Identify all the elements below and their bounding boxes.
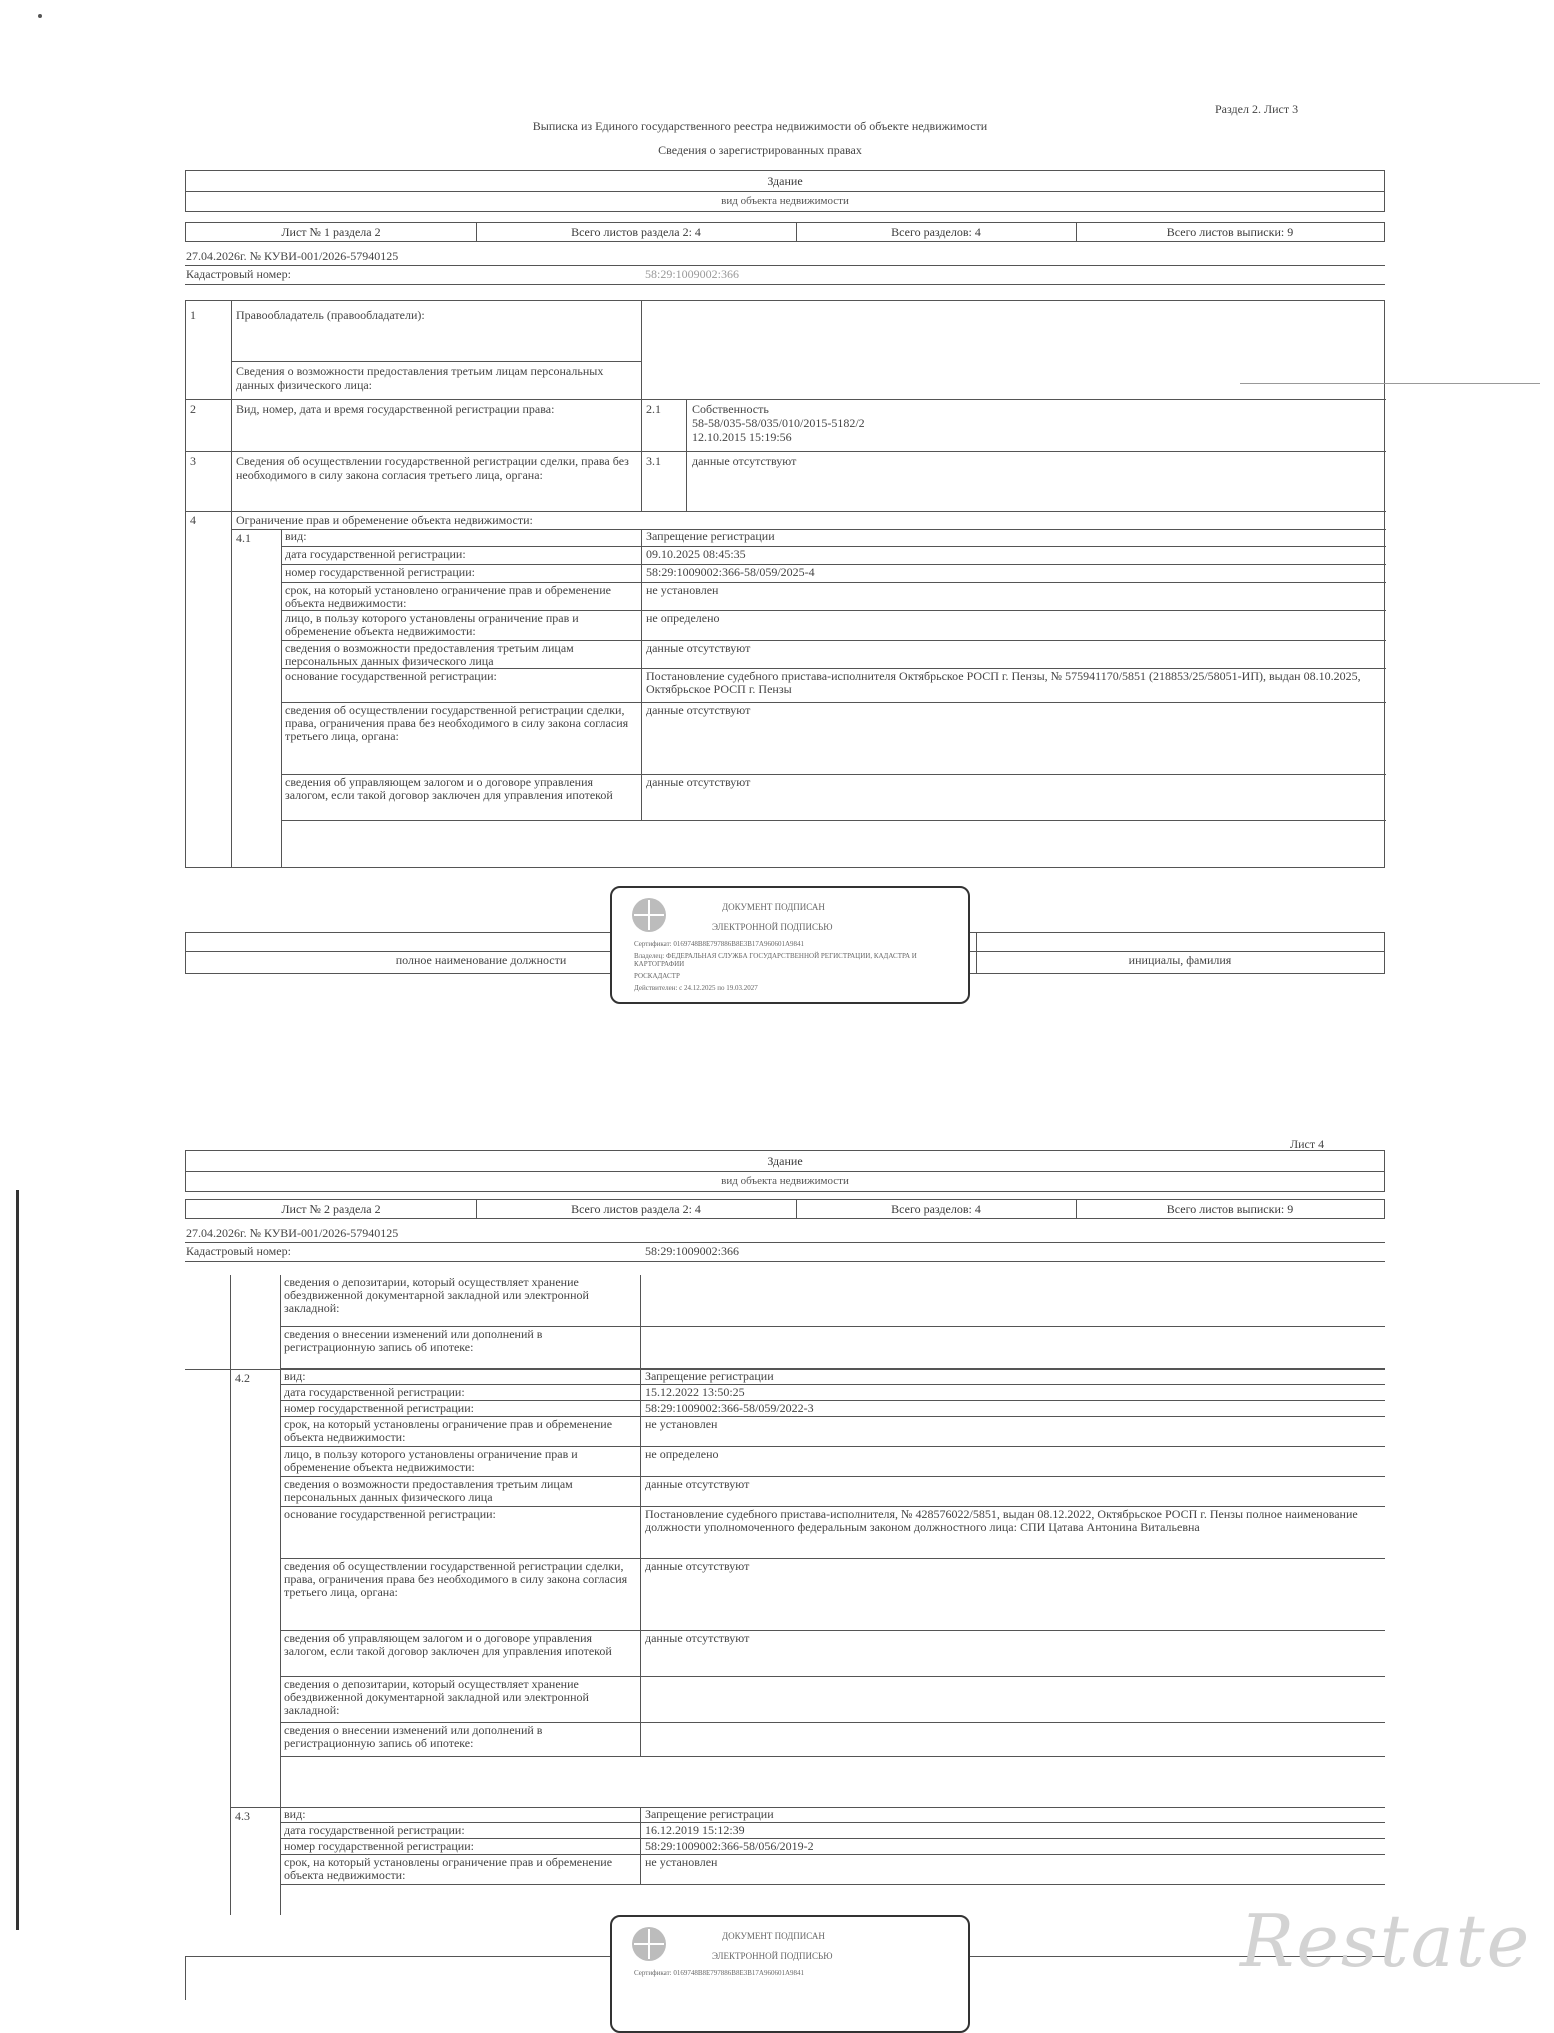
scan-edge [16,1190,19,1930]
field-value: данные отсутствуют [645,1477,750,1491]
sheets-total: Всего листов выписки: 9 [1166,225,1294,239]
divider [186,451,1386,452]
stamp-line1: ДОКУМЕНТ ПОДПИСАН [722,902,825,912]
right-number: 58-58/035-58/035/010/2015-5182/2 [692,416,865,430]
row-number: 2 [190,402,196,416]
divider [640,1275,641,1327]
field-value: данные отсутствуют [645,1631,750,1645]
table-row [280,1807,1385,1823]
divider [640,1559,641,1631]
right-kind: Собственность [692,402,769,416]
rights-table [185,300,1385,868]
table-row [280,1839,1385,1855]
field-label: дата государственной регистрации: [284,1823,465,1837]
table-row [280,1677,1385,1723]
field-value: не определено [645,1447,719,1461]
e-signature-stamp [610,886,970,1004]
field-label: вид: [285,529,307,543]
divider [686,399,687,511]
divider [640,1807,641,1823]
table-row [280,1275,1385,1327]
table-row [281,547,1386,565]
divider [641,703,642,775]
document-subtitle: Сведения о зарегистрированных правах [658,143,862,157]
table-row [280,1559,1385,1631]
table-row [280,1631,1385,1677]
stamp-owner: Владелец: ФЕДЕРАЛЬНАЯ СЛУЖБА ГОСУДАРСТВЕННОЙ РЕГИСТРАЦИИ, КАДАСТРА И КАРТОГРАФИИ [634,952,917,969]
field-label: вид: [284,1807,306,1821]
object-name-row [185,170,1385,192]
row-number: 1 [190,308,196,322]
field-label: номер государственной регистрации: [284,1401,474,1415]
table-row [280,1855,1385,1885]
right-registration-label: Вид, номер, дата и время государственной регистрации права: [236,402,555,416]
divider [640,1723,641,1757]
field-value: Запрещение регистрации [645,1807,774,1821]
field-value: не установлен [646,583,719,597]
scan-line [1240,383,1540,384]
deal-registration-label: Сведения об осуществлении государственной регистрации сделки, права без необходимого в силу закона согласия третьего лица, органа: [236,454,629,482]
cadastral-label: Кадастровый номер: [186,267,291,281]
sub-number: 2.1 [646,402,661,416]
field-value: 09.10.2025 08:45:35 [646,547,746,561]
stamp-cert: Сертификат: 0169748B8E797886B8E3B17A960601A9841 [634,940,804,948]
divider [185,284,1385,285]
extract-number: 27.04.2026г. № КУВИ-001/2026-57940125 [186,249,399,263]
field-value: не установлен [645,1855,718,1869]
extract-number: 27.04.2026г. № КУВИ-001/2026-57940125 [186,1226,399,1240]
sub-number: 4.3 [235,1809,250,1823]
divider [185,1261,1385,1262]
stamp-cert: Сертификат: 0169748B8E797886B8E3B17A960601A9841 [634,1969,804,1977]
field-label: номер государственной регистрации: [284,1839,474,1853]
table-row [281,775,1386,821]
table-row [281,703,1386,775]
table-row [280,1401,1385,1417]
continuation-rows [280,1275,1385,1369]
right-date: 12.10.2015 15:19:56 [692,430,792,444]
divider [641,301,642,511]
rosreestr-logo-icon [632,898,666,932]
field-value: данные отсутствуют [646,703,751,717]
divider [641,583,642,611]
divider [641,529,642,547]
table-row [280,1385,1385,1401]
object-kind: вид объекта недвижимости [721,1175,849,1187]
stamp-line1: ДОКУМЕНТ ПОДПИСАН [722,1931,825,1941]
field-label: лицо, в пользу которого установлены ограничение прав и обременение объекта недвижимости: [284,1447,578,1474]
divider [640,1417,641,1447]
table-row [280,1417,1385,1447]
sheet-number: Лист № 1 раздела 2 [281,225,381,239]
field-value: 15.12.2022 13:50:25 [645,1385,745,1399]
encumbrance-label: Ограничение прав и обременение объекта недвижимости: [236,513,533,527]
divider [231,301,232,867]
table-row [280,1447,1385,1477]
object-name: Здание [767,174,803,188]
field-label: сведения о депозитарии, который осуществляет хранение обездвиженной документарной закладной или электронной закладной: [284,1275,589,1315]
cadastral-number: 58:29:1009002:366 [645,1244,740,1258]
field-label: номер государственной регистрации: [285,565,475,579]
table-row [281,611,1386,641]
sheets-in-section: Всего листов раздела 2: 4 [571,1202,701,1216]
sheet-info-row [185,1199,1385,1219]
personal-data-label: Сведения о возможности предоставления третьим лицам персональных данных физического лица: [236,364,604,392]
field-label: сведения об осуществлении государственной регистрации сделки, права, ограничения права без необходимого в силу закона согласия третьего лица, органа: [285,703,629,743]
divider [185,265,1385,266]
position-label: полное наименование должности [395,953,567,967]
object-kind-row [185,192,1385,212]
table-row [280,1327,1385,1369]
field-label: сведения о возможности предоставления третьим лицам персональных данных физического лица [284,1477,573,1504]
table-row [280,1723,1385,1757]
sub-number: 3.1 [646,454,661,468]
sheet-label: Лист 4 [1290,1137,1325,1151]
table-row [281,583,1386,611]
object-name-row [185,1150,1385,1172]
divider [185,1242,1385,1243]
rosreestr-logo-icon [632,1927,666,1961]
field-value: не определено [646,611,720,625]
sheets-total: Всего листов выписки: 9 [1166,1202,1294,1216]
field-label: сведения о внесении изменений или дополнений в регистрационную запись об ипотеке: [284,1327,543,1354]
field-value: 58:29:1009002:366-58/059/2022-3 [645,1401,814,1415]
divider [640,1477,641,1507]
divider [640,1369,641,1385]
row-number: 4 [190,513,196,527]
divider [641,641,642,669]
sub-number: 4.1 [236,531,251,545]
object-name: Здание [767,1154,803,1168]
divider [641,775,642,821]
divider [640,1507,641,1559]
sheets-in-section: Всего листов раздела 2: 4 [571,225,701,239]
rights-table-continued [185,1275,1385,1915]
sub-number: 4.2 [235,1371,250,1385]
divider [185,1956,186,2000]
divider [641,669,642,703]
cadastral-number: 58:29:1009002:366 [645,267,740,281]
field-value: данные отсутствуют [646,775,751,789]
field-label: срок, на который установлены ограничение прав и обременение объекта недвижимости: [284,1855,613,1882]
field-value: данные отсутствуют [645,1559,750,1573]
field-value: не установлен [645,1417,718,1431]
field-label: сведения об управляющем залогом и о договоре управления залогом, если такой договор заключен для управления ипотекой [285,775,613,802]
object-kind: вид объекта недвижимости [721,195,849,207]
owner-label: Правообладатель (правообладатели): [236,308,425,322]
field-label: дата государственной регистрации: [284,1385,465,1399]
deal-registration-value: данные отсутствуют [692,454,797,468]
field-value: Постановление судебного пристава-исполнителя, № 428576022/5851, выдан 08.12.2022, Октябрьское РОСП г. Пензы полное наименование должности уполномоченного федеральным законом должностного лица: СПИ Цатава Антонина Витальевна [645,1507,1358,1534]
table-row [280,1823,1385,1839]
field-label: сведения об управляющем залогом и о договоре управления залогом, если такой договор заключен для управления ипотекой [284,1631,612,1658]
watermark-logo: Restate [1240,1899,1532,1983]
field-label: сведения о депозитарии, который осуществляет хранение обездвиженной документарной закладной или электронной закладной: [284,1677,589,1717]
divider [640,1327,641,1369]
field-label: основание государственной регистрации: [284,1507,496,1521]
row-number: 3 [190,454,196,468]
field-label: сведения об осуществлении государственной регистрации сделки, права, ограничения права без необходимого в силу закона согласия третьего лица, органа: [284,1559,628,1599]
divider [641,565,642,583]
field-value: Постановление судебного пристава-исполнителя Октябрьское РОСП г. Пензы, № 575941170/5851 (218853/25/58051-ИП), выдан 08.10.2025, Октябрьское РОСП г. Пензы [646,669,1361,696]
field-value: 16.12.2019 15:12:39 [645,1823,745,1837]
divider [640,1631,641,1677]
divider [186,511,1386,512]
table-row [281,565,1386,583]
field-label: дата государственной регистрации: [285,547,466,561]
divider [641,547,642,565]
divider [641,611,642,641]
sections-total: Всего разделов: 4 [891,225,981,239]
field-label: лицо, в пользу которого установлены ограничение прав и обременение объекта недвижимости: [285,611,579,638]
divider [640,1839,641,1855]
sheet-info-row [185,222,1385,242]
divider [186,399,1386,400]
table-row [280,1507,1385,1559]
encumbrance-4-2 [280,1369,1385,1807]
encumbrance-4-1 [281,529,1386,867]
field-label: сведения о возможности предоставления третьим лицам персональных данных физического лица [285,641,574,668]
field-value: данные отсутствуют [646,641,751,655]
field-value: 58:29:1009002:366-58/059/2025-4 [646,565,815,579]
sheet-number: Лист № 2 раздела 2 [281,1202,381,1216]
divider [640,1855,641,1885]
divider [640,1401,641,1417]
cadastral-label: Кадастровый номер: [186,1244,291,1258]
document-title: Выписка из Единого государственного реестра недвижимости об объекте недвижимости [532,119,988,133]
stamp-line2: ЭЛЕКТРОННОЙ ПОДПИСЬЮ [712,1951,833,1961]
sections-total: Всего разделов: 4 [891,1202,981,1216]
table-row [280,1477,1385,1507]
field-value: Запрещение регистрации [645,1369,774,1383]
stamp-validity: Действителен: с 24.12.2025 по 19.03.2027 [634,984,758,992]
divider [640,1385,641,1401]
field-label: срок, на который установлены ограничение прав и обременение объекта недвижимости: [284,1417,613,1444]
field-label: вид: [284,1369,306,1383]
field-label: сведения о внесении изменений или дополнений в регистрационную запись об ипотеке: [284,1723,543,1750]
encumbrance-4-3 [280,1807,1385,1897]
divider [640,1823,641,1839]
initials-label: инициалы, фамилия [1128,953,1232,967]
table-row [280,1369,1385,1385]
e-signature-stamp [610,1915,970,2033]
stamp-org: РОСКАДАСТР [634,972,680,980]
divider [231,361,641,362]
field-label: срок, на который установлено ограничение прав и обременение объекта недвижимости: [285,583,611,610]
table-row [281,669,1386,703]
field-value: 58:29:1009002:366-58/056/2019-2 [645,1839,814,1853]
divider [640,1677,641,1723]
table-row [281,641,1386,669]
divider [230,1275,231,1915]
field-label: основание государственной регистрации: [285,669,497,683]
stamp-line2: ЭЛЕКТРОННОЙ ПОДПИСЬЮ [712,922,833,932]
scan-speck [38,14,42,18]
section-sheet-label: Раздел 2. Лист 3 [1215,102,1299,116]
divider [640,1447,641,1477]
table-row [281,529,1386,547]
object-kind-row [185,1172,1385,1192]
field-value: Запрещение регистрации [646,529,775,543]
